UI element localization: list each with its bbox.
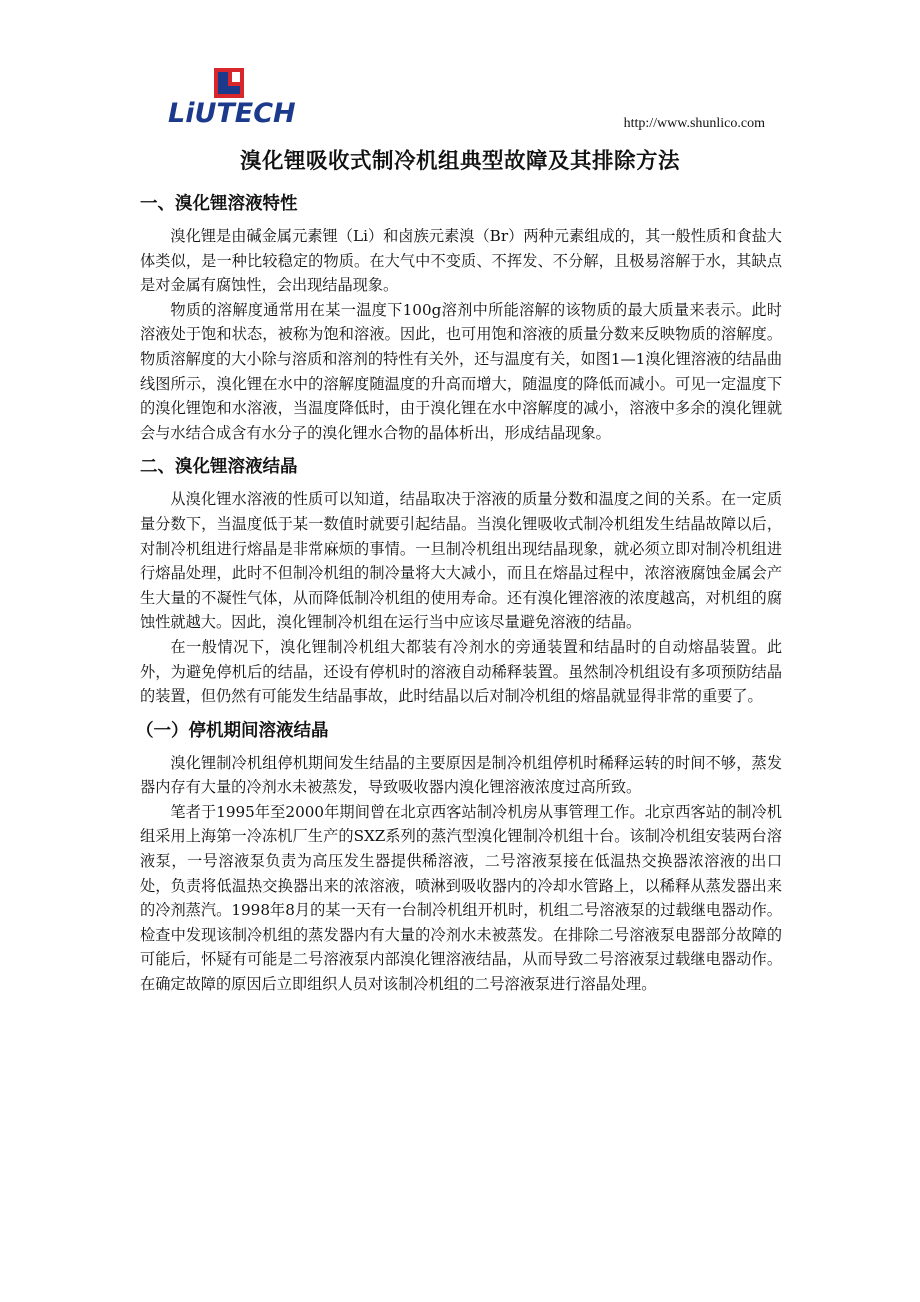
paragraph: 从溴化锂水溶液的性质可以知道，结晶取决于溶液的质量分数和温度之间的关系。在一定质量分数下，当温度低于某一数值时就要引起结晶。当溴化锂吸收式制冷机组发生结晶故障以后，对制冷机组进行熔晶是非常麻烦的事情。一旦制冷机组出现结晶现象，就必须立即对制冷机组进行熔晶处理，此时不但制冷机组的制冷量将大大减小，而且在熔晶过程中，浓溶液腐蚀金属会产生大量的不凝性气体，从而降低制冷机组的使用寿命。还有溴化锂溶液的浓度越高，对机组的腐蚀性就越大。因此，溴化锂制冷机组在运行当中应该尽量避免溶液的结晶。 [140,490,782,632]
paragraph: 溴化锂制冷机组停机期间发生结晶的主要原因是制冷机组停机时稀释运转的时间不够，蒸发器内存有大量的冷剂水未被蒸发，导致吸收器内溴化锂溶液浓度过高所致。 [140,753,782,797]
paragraph: 物质的溶解度通常用在某一温度下100g溶剂中所能溶解的该物质的最大质量来表示。此时溶液处于饱和状态，被称为饱和溶液。因此，也可用饱和溶液的质量分数来反映物质的溶解度。物质溶解度的大小除与溶质和溶剂的特性有关外，还与温度有关，如图1—1溴化锂溶液的结晶曲线图所示，溴化锂在水中的溶解度随温度的升高而增大，随温度的降低而减小。可见一定温度下的溴化锂饱和水溶液，当温度降低时，由于溴化锂在水中溶解度的减小，溶液中多余的溴化锂就会与水结合成含有水分子的溴化锂水合物的晶体析出，形成结晶现象。 [140,300,783,442]
paragraph: 溴化锂是由碱金属元素锂（Li）和卤族元素溴（Br）两种元素组成的，其一般性质和食盐大体类似，是一种比较稳定的物质。在大气中不变质、不挥发、不分解，且极易溶解于水，其缺点是对金属有腐蚀性，会出现结晶现象。 [140,227,782,295]
section-shutdown-crystallization [136,717,782,997]
document-title: 溴化锂吸收式制冷机组典型故障及其排除方法 [239,149,680,174]
section-heading: 一、溴化锂溶液特性 [140,194,298,214]
website-url[interactable]: http://www.shunlico.com [623,116,765,131]
section-solution-properties [140,190,782,445]
subsection-heading: （一）停机期间溶液结晶 [136,720,329,741]
logo-wordmark: LiUTECH [168,98,296,126]
paragraph: 在一般情况下，溴化锂制冷机组大都装有冷剂水的旁通装置和结晶时的自动熔晶装置。此外，为避免停机后的结晶，还设有停机时的溶液自动稀释装置。虽然制冷机组设有多项预防结晶的装置，但仍然有可能发生结晶事故，此时结晶以后对制冷机组的熔晶就显得非常的重要了。 [140,637,782,706]
document-body [136,190,783,997]
section-solution-crystallization [140,453,782,708]
logo-graphic [166,64,298,126]
liutech-logo [166,64,298,126]
paragraph: 笔者于1995年至2000年期间曾在北京西客站制冷机房从事管理工作。北京西客站的制冷机组采用上海第一冷冻机厂生产的SXZ系列的蒸汽型溴化锂制冷机组十台。该制冷机组安装两台溶液泵，一号溶液泵负责为高压发生器提供稀溶液，二号溶液泵接在低温热交换器浓溶液的出口处，负责将低温热交换器出来的浓溶液，喷淋到吸收器内的冷却水管路上，以稀释从蒸发器出来的冷剂蒸汽。1998年8月的某一天有一台制冷机组开机时，机组二号溶液泵的过载继电器动作。检查中发现该制冷机组的蒸发器内有大量的冷剂水未被蒸发。在排除二号溶液泵电器部分故障的可能后，怀疑有可能是二号溶液泵内部溴化锂溶液结晶，从而导致二号溶液泵过载继电器动作。在确定故障的原因后立即组织人员对该制冷机组的二号溶液泵进行溶晶处理。 [140,802,782,994]
section-heading: 二、溴化锂溶液结晶 [140,457,298,478]
